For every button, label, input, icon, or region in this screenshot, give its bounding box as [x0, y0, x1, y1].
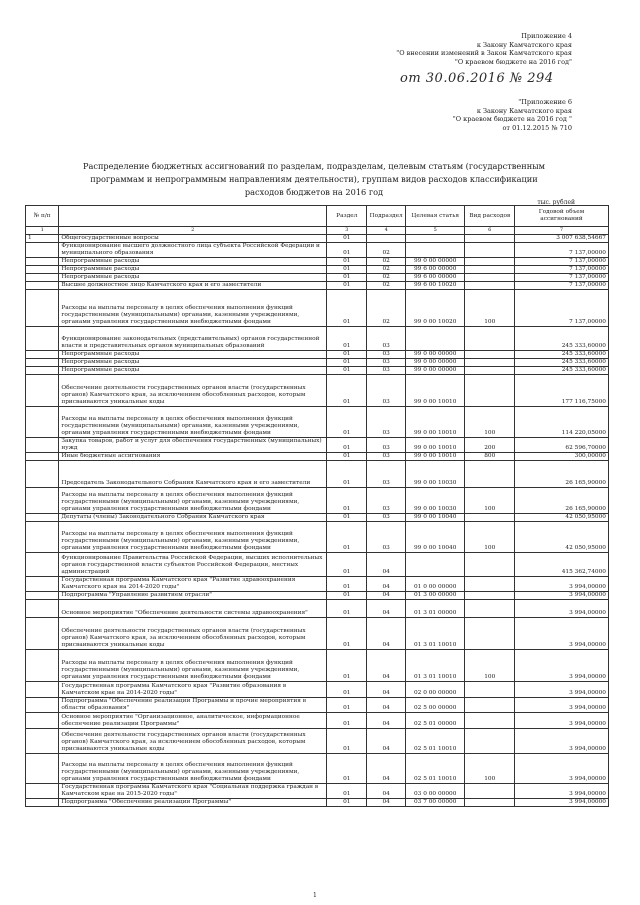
section-cell: 01 [327, 367, 367, 375]
row-number-cell [26, 351, 59, 359]
row-number-cell [26, 282, 59, 290]
target-item-cell: 99 0 00 10040 [405, 514, 465, 522]
subsection-cell: 04 [367, 729, 405, 754]
target-item-cell: 02 5 01 00000 [405, 713, 465, 729]
table-row [26, 243, 609, 258]
target-item-cell: 99 6 00 00000 [405, 274, 465, 282]
subsection-cell: 03 [367, 438, 405, 453]
expense-type-cell [465, 698, 515, 713]
table-row [26, 367, 609, 375]
amount-cell: 3 007 638,54667 [514, 235, 608, 243]
row-number-cell [26, 698, 59, 713]
target-item-cell: 03 7 00 00000 [405, 799, 465, 807]
subsection-cell: 03 [367, 359, 405, 367]
table-row [26, 600, 609, 618]
table-row [26, 514, 609, 522]
amount-cell: 245 333,60000 [514, 327, 608, 351]
row-number-cell [26, 754, 59, 784]
row-number-cell [26, 327, 59, 351]
subsection-cell: 04 [367, 650, 405, 682]
table-row [26, 488, 609, 514]
table-row [26, 784, 609, 799]
section-cell: 01 [327, 438, 367, 453]
section-cell: 01 [327, 327, 367, 351]
section-cell: 01 [327, 682, 367, 698]
row-number-cell [26, 290, 59, 327]
row-name-cell: Непрограммные расходы [59, 367, 327, 375]
amount-cell: 3 994,00000 [514, 618, 608, 650]
subsection-cell: 04 [367, 682, 405, 698]
amount-cell: 3 994,00000 [514, 784, 608, 799]
section-cell: 01 [327, 266, 367, 274]
col-header-section: Раздел [327, 206, 367, 227]
section-cell: 01 [327, 553, 367, 577]
header-line: от 01.12.2015 № 710 [502, 123, 572, 132]
section-cell: 01 [327, 618, 367, 650]
row-name-cell: Общегосударственные вопросы [59, 235, 327, 243]
subsection-cell: 04 [367, 577, 405, 592]
col-header-name [59, 206, 327, 227]
col-number: 7 [514, 227, 608, 235]
row-name-cell: Подпрограмма "Управление развитием отрасли" [59, 592, 327, 600]
row-number-cell [26, 375, 59, 407]
table-row [26, 235, 609, 243]
expense-type-cell [465, 514, 515, 522]
row-number-cell [26, 713, 59, 729]
row-number-cell [26, 729, 59, 754]
row-name-cell: Государственная программа Камчатского края "Социальная поддержка граждан в Камчатском крае на 2015-2020 годы" [59, 784, 327, 799]
header-line: к Закону Камчатского края [476, 40, 572, 49]
amount-cell: 3 994,00000 [514, 577, 608, 592]
budget-table [25, 205, 609, 807]
subsection-cell: 04 [367, 698, 405, 713]
row-name-cell: Расходы на выплаты персоналу в целях обеспечения выполнения функций государственными (муниципальными) органами, казенными учреждениями, органами управления государственными внебюджетными фондами [59, 522, 327, 553]
col-header-expense-type: Вид расходов [465, 206, 515, 227]
table-row [26, 438, 609, 453]
subsection-cell: 03 [367, 407, 405, 438]
table-row [26, 522, 609, 553]
row-name-cell: Расходы на выплаты персоналу в целях обеспечения выполнения функций государственными (муниципальными) органами, казенными учреждениями, органами управления государственными внебюджетными фондами [59, 650, 327, 682]
row-number-cell [26, 438, 59, 453]
table-row [26, 461, 609, 488]
row-number-cell [26, 488, 59, 514]
target-item-cell [405, 235, 465, 243]
table-row [26, 274, 609, 282]
row-number-cell [26, 799, 59, 807]
row-name-cell: Непрограммные расходы [59, 351, 327, 359]
table-row [26, 577, 609, 592]
target-item-cell: 99 0 00 10010 [405, 407, 465, 438]
expense-type-cell: 100 [465, 522, 515, 553]
target-item-cell: 99 0 00 10010 [405, 438, 465, 453]
row-number-cell [26, 522, 59, 553]
row-number-cell [26, 258, 59, 266]
row-number-cell: 1 [26, 235, 59, 243]
table-row [26, 351, 609, 359]
table-row [26, 453, 609, 461]
expense-type-cell [465, 461, 515, 488]
amount-cell: 3 994,00000 [514, 799, 608, 807]
row-number-cell [26, 266, 59, 274]
section-cell: 01 [327, 282, 367, 290]
section-cell: 01 [327, 592, 367, 600]
row-name-cell: Основное мероприятие "Организационное, аналитическое, информационное обеспечение реализации Программы" [59, 713, 327, 729]
col-number: 5 [405, 227, 465, 235]
target-item-cell: 99 0 00 00000 [405, 351, 465, 359]
table-row [26, 618, 609, 650]
row-number-cell [26, 682, 59, 698]
expense-type-cell [465, 258, 515, 266]
section-cell: 01 [327, 290, 367, 327]
target-item-cell: 01 3 01 00000 [405, 600, 465, 618]
subsection-cell: 03 [367, 514, 405, 522]
target-item-cell: 99 0 00 10020 [405, 290, 465, 327]
amount-cell: 3 994,00000 [514, 698, 608, 713]
amount-cell: 177 116,75000 [514, 375, 608, 407]
subsection-cell [367, 235, 405, 243]
amount-cell: 3 994,00000 [514, 650, 608, 682]
section-cell: 01 [327, 600, 367, 618]
amount-cell: 3 994,00000 [514, 592, 608, 600]
table-row [26, 282, 609, 290]
row-name-cell: Непрограммные расходы [59, 274, 327, 282]
expense-type-cell [465, 784, 515, 799]
table-row [26, 359, 609, 367]
row-name-cell: Расходы на выплаты персоналу в целях обеспечения выполнения функций государственными (муниципальными) органами, казенными учреждениями, органами управления государственными внебюджетными фондами [59, 754, 327, 784]
subsection-cell: 03 [367, 522, 405, 553]
subsection-cell: 04 [367, 553, 405, 577]
section-cell: 01 [327, 754, 367, 784]
column-number-row [26, 227, 609, 235]
table-row [26, 266, 609, 274]
section-cell: 01 [327, 784, 367, 799]
target-item-cell: 99 6 00 00000 [405, 266, 465, 274]
section-cell: 01 [327, 235, 367, 243]
expense-type-cell [465, 577, 515, 592]
subsection-cell: 04 [367, 592, 405, 600]
expense-type-cell [465, 243, 515, 258]
subsection-cell: 04 [367, 799, 405, 807]
row-name-cell: Государственная программа Камчатского края "Развитие образования в Камчатском крае на 2014-2020 годы" [59, 682, 327, 698]
expense-type-cell [465, 592, 515, 600]
subsection-cell: 03 [367, 351, 405, 359]
header-line: "О краевом бюджете на 2016 год" [454, 57, 572, 66]
row-number-cell [26, 367, 59, 375]
target-item-cell: 99 0 00 00000 [405, 359, 465, 367]
row-number-cell [26, 618, 59, 650]
table-row [26, 290, 609, 327]
section-cell: 01 [327, 243, 367, 258]
target-item-cell [405, 327, 465, 351]
section-cell: 01 [327, 698, 367, 713]
row-number-cell [26, 243, 59, 258]
target-item-cell [405, 553, 465, 577]
target-item-cell [405, 243, 465, 258]
row-name-cell: Расходы на выплаты персоналу в целях обеспечения выполнения функций государственными (муниципальными) органами, казенными учреждениями, органами управления государственными внебюджетными фондами [59, 488, 327, 514]
row-name-cell: Функционирование высшего должностного лица субъекта Российской Федерации и муниципального образования [59, 243, 327, 258]
row-name-cell: Подпрограмма "Обеспечение реализации Программы и прочие мероприятия в области образования" [59, 698, 327, 713]
header-line: "О внесении изменений в Закон Камчатского края [396, 49, 572, 58]
amount-cell: 245 333,60000 [514, 367, 608, 375]
section-cell: 01 [327, 514, 367, 522]
target-item-cell: 01 3 01 10010 [405, 650, 465, 682]
amount-cell: 3 994,00000 [514, 682, 608, 698]
expense-type-cell [465, 375, 515, 407]
amount-cell: 42 050,95000 [514, 522, 608, 553]
target-item-cell: 99 0 00 00000 [405, 367, 465, 375]
header-appendix-6 [453, 98, 572, 132]
subsection-cell: 04 [367, 754, 405, 784]
table-row [26, 799, 609, 807]
row-name-cell: Депутаты (члены) Законодательного Собрания Камчатского края [59, 514, 327, 522]
header-line: Приложение 4 [521, 32, 572, 40]
row-number-cell [26, 453, 59, 461]
section-cell: 01 [327, 522, 367, 553]
target-item-cell: 02 5 01 10010 [405, 729, 465, 754]
amount-cell: 26 165,90000 [514, 488, 608, 514]
row-name-cell: Обеспечение деятельности государственных органов власти (государственных органов) Камчатского края, за исключением обособленных расходов, которым присваиваются уникальные коды [59, 618, 327, 650]
amount-cell: 415 362,74000 [514, 553, 608, 577]
col-number: 3 [327, 227, 367, 235]
subsection-cell: 04 [367, 618, 405, 650]
expense-type-cell [465, 553, 515, 577]
section-cell: 01 [327, 461, 367, 488]
col-number: 2 [59, 227, 327, 235]
table-row [26, 682, 609, 698]
subsection-cell: 03 [367, 461, 405, 488]
subsection-cell: 04 [367, 713, 405, 729]
amount-cell: 7 137,00000 [514, 258, 608, 266]
row-name-cell: Функционирование Правительства Российской Федерации, высших исполнительных органов государственной власти субъектов Российской Федерации, местных администраций [59, 553, 327, 577]
section-cell: 01 [327, 351, 367, 359]
header-appendix-4 [396, 32, 572, 66]
section-cell: 01 [327, 650, 367, 682]
target-item-cell: 99 0 00 10010 [405, 375, 465, 407]
expense-type-cell: 200 [465, 438, 515, 453]
amount-cell: 114 220,05000 [514, 407, 608, 438]
row-number-cell [26, 461, 59, 488]
section-cell: 01 [327, 274, 367, 282]
target-item-cell: 99 0 00 00000 [405, 258, 465, 266]
expense-type-cell [465, 713, 515, 729]
row-name-cell: Подпрограмма "Обеспечение реализации Программы" [59, 799, 327, 807]
subsection-cell: 03 [367, 488, 405, 514]
row-name-cell: Основное мероприятие "Обеспечение деятельности системы здравоохранения" [59, 600, 327, 618]
expense-type-cell [465, 600, 515, 618]
col-number: 1 [26, 227, 59, 235]
subsection-cell: 03 [367, 375, 405, 407]
section-cell: 01 [327, 359, 367, 367]
amount-cell: 7 137,00000 [514, 282, 608, 290]
col-header-annual-amount: Годовой объем ассигнований [514, 206, 608, 227]
expense-type-cell: 100 [465, 290, 515, 327]
subsection-cell: 03 [367, 367, 405, 375]
amount-cell: 7 137,00000 [514, 290, 608, 327]
expense-type-cell: 100 [465, 407, 515, 438]
table-row [26, 729, 609, 754]
col-number: 6 [465, 227, 515, 235]
row-number-cell [26, 784, 59, 799]
section-cell: 01 [327, 453, 367, 461]
expense-type-cell [465, 351, 515, 359]
table-row [26, 375, 609, 407]
subsection-cell: 02 [367, 243, 405, 258]
table-row [26, 650, 609, 682]
subsection-cell: 02 [367, 290, 405, 327]
row-name-cell: Расходы на выплаты персоналу в целях обеспечения выполнения функций государственными (муниципальными) органами, казенными учреждениями, органами управления государственными внебюджетными фондами [59, 407, 327, 438]
amount-cell: 3 994,00000 [514, 754, 608, 784]
target-item-cell: 02 5 01 10010 [405, 754, 465, 784]
section-cell: 01 [327, 713, 367, 729]
row-name-cell: Функционирование законодательных (представительных) органов государственной власти и представительных органов муниципальных образований [59, 327, 327, 351]
table-row [26, 407, 609, 438]
expense-type-cell [465, 618, 515, 650]
amount-cell: 300,00000 [514, 453, 608, 461]
amount-cell: 7 137,00000 [514, 274, 608, 282]
col-header-subsection: Подраздел [367, 206, 405, 227]
subsection-cell: 04 [367, 600, 405, 618]
subsection-cell: 03 [367, 453, 405, 461]
table-row [26, 592, 609, 600]
table-header-row [26, 206, 609, 227]
subsection-cell: 02 [367, 274, 405, 282]
table-row [26, 553, 609, 577]
row-name-cell: Обеспечение деятельности государственных органов власти (государственных органов) Камчатского края, за исключением обособленных расходов, которым присваиваются уникальные коды [59, 375, 327, 407]
target-item-cell: 02 0 00 00000 [405, 682, 465, 698]
row-name-cell: Обеспечение деятельности государственных органов власти (государственных органов) Камчатского края, за исключением обособленных расходов, которым присваиваются уникальные коды [59, 729, 327, 754]
header-line: "Приложение 6 [518, 98, 572, 106]
section-cell: 01 [327, 258, 367, 266]
amount-cell: 26 165,90000 [514, 461, 608, 488]
table-row [26, 327, 609, 351]
page-number: 1 [313, 892, 317, 899]
amount-cell: 7 137,00000 [514, 243, 608, 258]
section-cell: 01 [327, 577, 367, 592]
expense-type-cell [465, 367, 515, 375]
row-name-cell: Непрограммные расходы [59, 359, 327, 367]
target-item-cell: 01 3 00 00000 [405, 592, 465, 600]
expense-type-cell [465, 799, 515, 807]
expense-type-cell [465, 235, 515, 243]
amount-cell: 3 994,00000 [514, 729, 608, 754]
subsection-cell: 02 [367, 282, 405, 290]
subsection-cell: 04 [367, 784, 405, 799]
row-number-cell [26, 600, 59, 618]
target-item-cell: 99 0 00 10030 [405, 488, 465, 514]
expense-type-cell: 800 [465, 453, 515, 461]
subsection-cell: 02 [367, 266, 405, 274]
amount-cell: 3 994,00000 [514, 600, 608, 618]
amount-cell: 3 994,00000 [514, 713, 608, 729]
row-number-cell [26, 274, 59, 282]
table-row [26, 258, 609, 266]
row-name-cell: Государственная программа Камчатского края "Развитие здравоохранения Камчатского края на 2014-2020 годы" [59, 577, 327, 592]
amount-cell: 245 333,60000 [514, 359, 608, 367]
target-item-cell: 01 3 01 10010 [405, 618, 465, 650]
row-number-cell [26, 359, 59, 367]
handwritten-date-stamp: от 30.06.2016 № 294 [400, 71, 554, 86]
table-body [26, 235, 609, 807]
row-number-cell [26, 514, 59, 522]
row-name-cell: Непрограммные расходы [59, 266, 327, 274]
row-name-cell: Расходы на выплаты персоналу в целях обеспечения выполнения функций государственными (муниципальными) органами, казенными учреждениями, органами управления государственными внебюджетными фондами [59, 290, 327, 327]
section-cell: 01 [327, 407, 367, 438]
expense-type-cell [465, 274, 515, 282]
amount-cell: 62 596,70000 [514, 438, 608, 453]
row-name-cell: Высшее должностное лицо Камчатского края и его заместители [59, 282, 327, 290]
target-item-cell: 99 0 00 10030 [405, 461, 465, 488]
section-cell: 01 [327, 488, 367, 514]
expense-type-cell: 100 [465, 488, 515, 514]
unit-label: тыс. рублей [537, 199, 575, 206]
row-number-cell [26, 592, 59, 600]
subsection-cell: 03 [367, 327, 405, 351]
table-row [26, 713, 609, 729]
col-number: 4 [367, 227, 405, 235]
row-name-cell: Непрограммные расходы [59, 258, 327, 266]
table-row [26, 754, 609, 784]
row-name-cell: Закупка товаров, работ и услуг для обеспечения государственных (муниципальных) нужд [59, 438, 327, 453]
target-item-cell: 03 0 00 00000 [405, 784, 465, 799]
header-line: "О краевом бюджете на 2016 год " [452, 115, 572, 124]
row-number-cell [26, 407, 59, 438]
table-row [26, 698, 609, 713]
row-number-cell [26, 650, 59, 682]
section-cell: 01 [327, 729, 367, 754]
target-item-cell: 99 0 00 10010 [405, 453, 465, 461]
amount-cell: 245 333,60000 [514, 351, 608, 359]
expense-type-cell [465, 359, 515, 367]
row-name-cell: Председатель Законодательного Собрания Камчатского края и его заместители [59, 461, 327, 488]
subsection-cell: 02 [367, 258, 405, 266]
section-cell: 01 [327, 375, 367, 407]
expense-type-cell: 100 [465, 650, 515, 682]
row-number-cell [26, 577, 59, 592]
section-cell: 01 [327, 799, 367, 807]
expense-type-cell [465, 327, 515, 351]
expense-type-cell [465, 266, 515, 274]
col-header-target-item: Целевая статья [405, 206, 465, 227]
amount-cell: 7 137,00000 [514, 266, 608, 274]
amount-cell: 42 050,95000 [514, 514, 608, 522]
expense-type-cell: 100 [465, 754, 515, 784]
row-number-cell [26, 553, 59, 577]
target-item-cell: 02 5 00 00000 [405, 698, 465, 713]
expense-type-cell [465, 729, 515, 754]
target-item-cell: 01 0 00 00000 [405, 577, 465, 592]
expense-type-cell [465, 682, 515, 698]
col-header-number: № п/п [26, 206, 59, 227]
target-item-cell: 99 0 00 10040 [405, 522, 465, 553]
target-item-cell: 99 6 00 10020 [405, 282, 465, 290]
document-title: Распределение бюджетных ассигнований по разделам, подразделам, целевым статьям (государственным программам и непрограммным направлениям деятельности), группам видов расходов классификации расходов бюджетов на 2016 год [82, 161, 546, 197]
expense-type-cell [465, 282, 515, 290]
row-name-cell: Иные бюджетные ассигнования [59, 453, 327, 461]
header-line: к Закону Камчатского края [476, 106, 572, 115]
